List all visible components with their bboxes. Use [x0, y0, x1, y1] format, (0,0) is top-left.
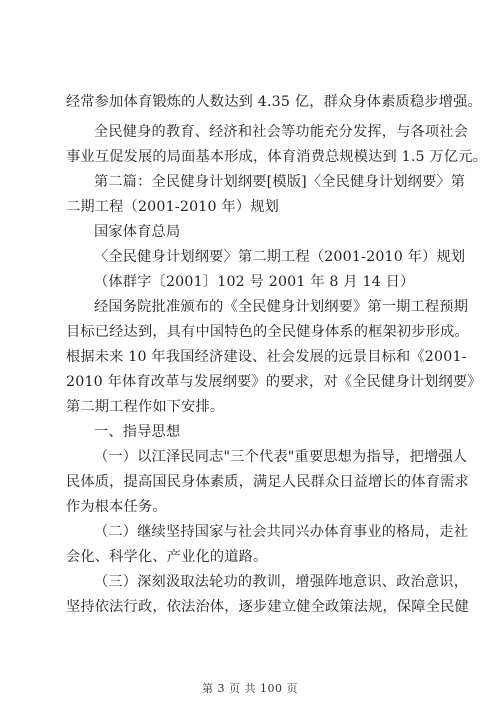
text-line: 第二篇：全民健身计划纲要[模版]〈全民健身计划纲要〉第	[94, 174, 466, 190]
text-line: 民体质，提高国民身体素质，满足人民群众日益增长的体育需求	[66, 474, 469, 490]
text-line: （二）继续坚持国家与社会共同兴办体育事业的格局，走社	[94, 524, 469, 540]
text-line: 国家体育总局	[94, 224, 181, 240]
text-line: 〈全民健身计划纲要〉第二期工程（2001-2010 年）规划	[94, 249, 466, 265]
text-line: 全民健身的教育、经济和社会等功能充分发挥，与各项社会	[94, 124, 469, 140]
text-line: 作为根本任务。	[66, 499, 167, 515]
text-line: （体群字〔2001〕102 号 2001 年 8 月 14 日）	[94, 274, 415, 290]
text-line: 二期工程（2001-2010 年）规划	[66, 199, 280, 215]
text-line: 会化、科学化、产业化的道路。	[66, 549, 268, 565]
text-line: 经国务院批准颁布的《全民健身计划纲要》第一期工程预期	[94, 299, 469, 315]
section-heading: 一、指导思想	[94, 424, 181, 440]
text-line: （一）以江泽民同志"三个代表"重要思想为指导，把增强人	[94, 449, 468, 465]
text-line: （三）深刻汲取法轮功的教训，增强阵地意识、政治意识，	[94, 574, 469, 590]
text-line: 第二期工程作如下安排。	[66, 399, 225, 415]
text-line: 坚持依法行政，依法治体，逐步建立健全政策法规，保障全民健	[66, 599, 469, 615]
page-number: 第 3 页 共 100 页	[202, 682, 298, 695]
text-line: 目标已经达到，具有中国特色的全民健身体系的框架初步形成。	[66, 324, 469, 340]
text-line: 根据未来 10 年我国经济建设、社会发展的远景目标和《2001-	[66, 349, 467, 365]
text-line: 经常参加体育锻炼的人数达到 4.35 亿，群众身体素质稳步增强。	[66, 94, 482, 110]
text-line: 2010 年体育改革与发展纲要》的要求，对《全民健身计划纲要》	[66, 374, 482, 390]
text-line: 事业互促发展的局面基本形成，体育消费总规模达到 1.5 万亿元。	[66, 149, 488, 165]
